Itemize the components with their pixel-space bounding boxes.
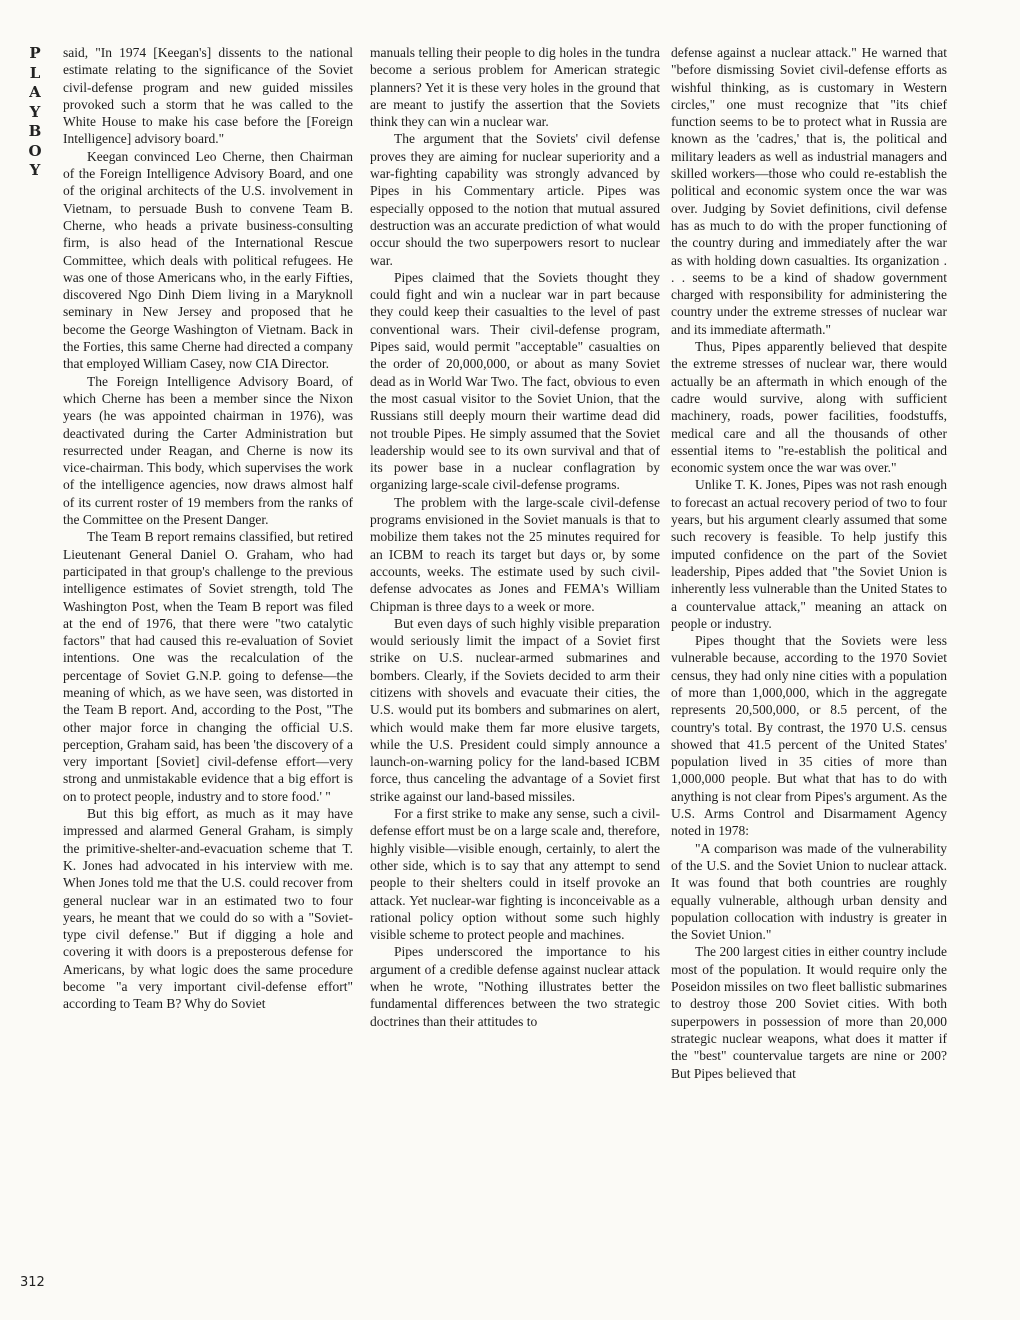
text-column-3	[671, 44, 947, 1306]
paragraph: But this big effort, as much as it may have impressed and alarmed General Graham, is simply the primitive-shelter-and-evacuation scheme that T. K. Jones had advocated in his interview with me. When Jones told me that the U.S. could recover from general nuclear war in an estimated two to four years, he meant that we could do so with a "Soviet-type civil defense." But if digging a hole and covering it with doors is a preposterous defense for Americans, by what logic does the same procedure become "a very important civil-defense effort" according to Team B? Why do Soviet	[63, 806, 353, 1012]
paragraph: Thus, Pipes apparently believed that despite the extreme stresses of nuclear war, there would actually be an aftermath in which enough of the cadre would survive, along with sufficient machinery, roads, power facilities, foodstuffs, medical care and all the thousands of other essential items to "re-establish the political and economic system once the war was over."	[671, 339, 947, 476]
paragraph: For a first strike to make any sense, such a civil-defense effort must be on a large scale and, therefore, highly visible—visible enough, certainly, to alert the other side, which is to say that any attempt to send people to their shelters could in itself provoke an attack. Yet nuclear-war fighting is inconceivable as a rational policy option without some such highly visible scheme to protect people and machines.	[370, 806, 660, 943]
paragraph: Unlike T. K. Jones, Pipes was not rash enough to forecast an actual recovery period of two to four years, but his argument clearly assumed that some such recovery is feasible. To help justify this imputed confidence on the part of the Soviet leadership, Pipes added that "the Soviet Union is inherently less vulnerable than the United States to a countervalue attack," meaning an attack on people or industry.	[671, 477, 947, 631]
paragraph: The 200 largest cities in either country include most of the population. It would require only the Poseidon missiles on two fleet ballistic submarines to destroy those 200 Soviet cities. With both superpowers in possession of more than 20,000 strategic nuclear weapons, what does it matter if the "best" countervalue targets are nine or 200? But Pipes believed that	[671, 944, 947, 1081]
masthead-letter: A	[29, 83, 41, 101]
paragraph: Keegan convinced Leo Cherne, then Chairman of the Foreign Intelligence Advisory Board, and one of the original architects of the U.S. involvement in Vietnam, to persuade Bush to convene Team B. Cherne, who heads a private business-consulting firm, is also head of the International Rescue Committee, which deals with political refugees. He was one of those Americans who, in the early Fifties, discovered Ngo Dinh Diem living in a Maryknoll seminary in New Jersey and proposed that he become the George Washington of Vietnam. Back in the Forties, this same Cherne had directed a company that employed William Casey, now CIA Director.	[63, 148, 353, 372]
paragraph: Pipes claimed that the Soviets thought they could fight and win a nuclear war in part because they could keep their casualties to the level of past conventional wars. Their civil-defense program, Pipes said, would permit "acceptable" casualties on the order of 20,000,000, or about as many Soviet dead as in World War Two. The fact, obvious to even the most casual visitor to the Soviet Union, that the Russians still deeply mourn their wartime dead did not trouble Pipes. He simply assumed that the Soviet leadership would see to its own survival and that of its power base in a nuclear conflagration by organizing large-scale civil-defense programs.	[370, 269, 660, 493]
paragraph: Pipes thought that the Soviets were less vulnerable because, according to the 1970 Soviet census, they had only nine cities with a population of more than 1,000,000, which in the aggregate represents 20,500,000, or 8.5 percent, of the country's total. By contrast, the 1970 U.S. census showed that 41.5 percent of the United States' population lived in 35 cities of more than 1,000,000 people. But what that has to do with anything is not clear from Pipes's argument. As the U.S. Arms Control and Disarmament Agency noted in 1978:	[671, 633, 947, 839]
masthead-letter: P	[29, 44, 41, 62]
paragraph: The Foreign Intelligence Advisory Board, of which Cherne has been a member since the Nixon years (he was appointed chairman in 1976), was deactivated during the Carter Administration but resurrected under Reagan, and Cherne is now its vice-chairman. This body, which supervises the work of the intelligence agencies, now draws almost half of its current roster of 19 members from the ranks of the Committee on the Present Danger.	[63, 373, 353, 528]
block-quote: "A comparison was made of the vulnerability of the U.S. and the Soviet Union to nuclear attack. It was found that both countries are roughly equally vulnerable, although urban density and population collocation with industry is greater in the Soviet Union."	[671, 840, 947, 943]
masthead-letter: Y	[29, 102, 41, 121]
paragraph: The problem with the large-scale civil-defense programs envisioned in the Soviet manuals is that to mobilize them takes not the 25 minutes required for an ICBM to reach its target but days or, by some accounts, weeks. The estimate used by such civil-defense advocates as Jones and FEMA's William Chipman is three days to a week or more.	[370, 494, 660, 614]
paragraph: said, "In 1974 [Keegan's] dissents to the national estimate relating to the significance of the Soviet civil-defense program and new guided missiles provoked such a storm that he was called to the White House to make his case before the [Foreign Intelligence] advisory board."	[63, 45, 353, 147]
paragraph: But even days of such highly visible preparation would seriously limit the impact of a Soviet first strike on U.S. nuclear-armed submarines and bombers. Clearly, if the Soviets decided to arm their citizens with shovels and evacuate their cities, the U.S. would put its bombers and submarines on alert, which would make them far more elusive targets, while the U.S. President could simply announce a launch-on-warning policy for the land-based ICBM force, thus canceling the advantage of a Soviet first strike against our land-based missiles.	[370, 615, 660, 804]
paragraph: Pipes underscored the importance to his argument of a credible defense against nuclear attack when he wrote, "Nothing illustrates better the fundamental differences between the two strategic doctrines than their attitudes to	[370, 944, 660, 1029]
paragraph: The argument that the Soviets' civil defense proves they are aiming for nuclear superiority and a war-fighting capability was strongly advanced by Pipes in his Commentary article. Pipes was especially opposed to the notion that mutual assured destruction was an accurate prediction of what would occur should the two superpowers resort to nuclear war.	[370, 131, 660, 268]
paragraph: The Team B report remains classified, but retired Lieutenant General Daniel O. Graham, who had participated in that group's challenge to the previous intelligence estimates of Soviet strength, told The Washington Post, when the Team B report was filed at the end of 1976, that there were "two catalytic factors" that had caused this re-evaluation of Soviet intentions. One was the recalculation of the percentage of Soviet G.N.P. going to defense—the meaning of which, as we have seen, was distorted in the Team B report. And, according to the Post, "The other major force in changing the official U.S. perception, Graham said, has been 'the discovery of a very important [Soviet] civil-defense effort—very strong and unmistakable evidence that a big effort is on to protect people, industry and to store food.' "	[63, 529, 353, 804]
masthead-letter: L	[29, 63, 41, 82]
playboy-masthead	[22, 44, 48, 181]
paragraph: defense against a nuclear attack." He warned that "before dismissing Soviet civil-defense efforts as wishful thinking, as is customary in Western circles," one must recognize that "its chief function seems to be to protect what in Russia are known as the 'cadres,' that is, the political and military leaders as well as industrial managers and skilled workers—those who could re-establish the political and economic system once the war was over. Judging by Soviet definitions, civil defense has as much to do with the proper functioning of the country during and immediately after the war as with holding down casualties. Its organization . . . seems to be a kind of shadow government charged with responsibility for administering the country under the extreme stresses of nuclear war and its immediate aftermath."	[671, 45, 947, 337]
masthead-letter: B	[28, 122, 42, 140]
masthead-letter: O	[28, 141, 42, 160]
page-number: 312	[20, 1275, 45, 1290]
text-column-1	[63, 44, 353, 1306]
text-column-2	[370, 44, 660, 1306]
paragraph: manuals telling their people to dig holes in the tundra become a serious problem for American strategic planners? Yet it is these very holes in the ground that are meant to justify the assertion that the Soviets think they can win a nuclear war.	[370, 45, 660, 130]
masthead-letter: Y	[29, 161, 41, 179]
